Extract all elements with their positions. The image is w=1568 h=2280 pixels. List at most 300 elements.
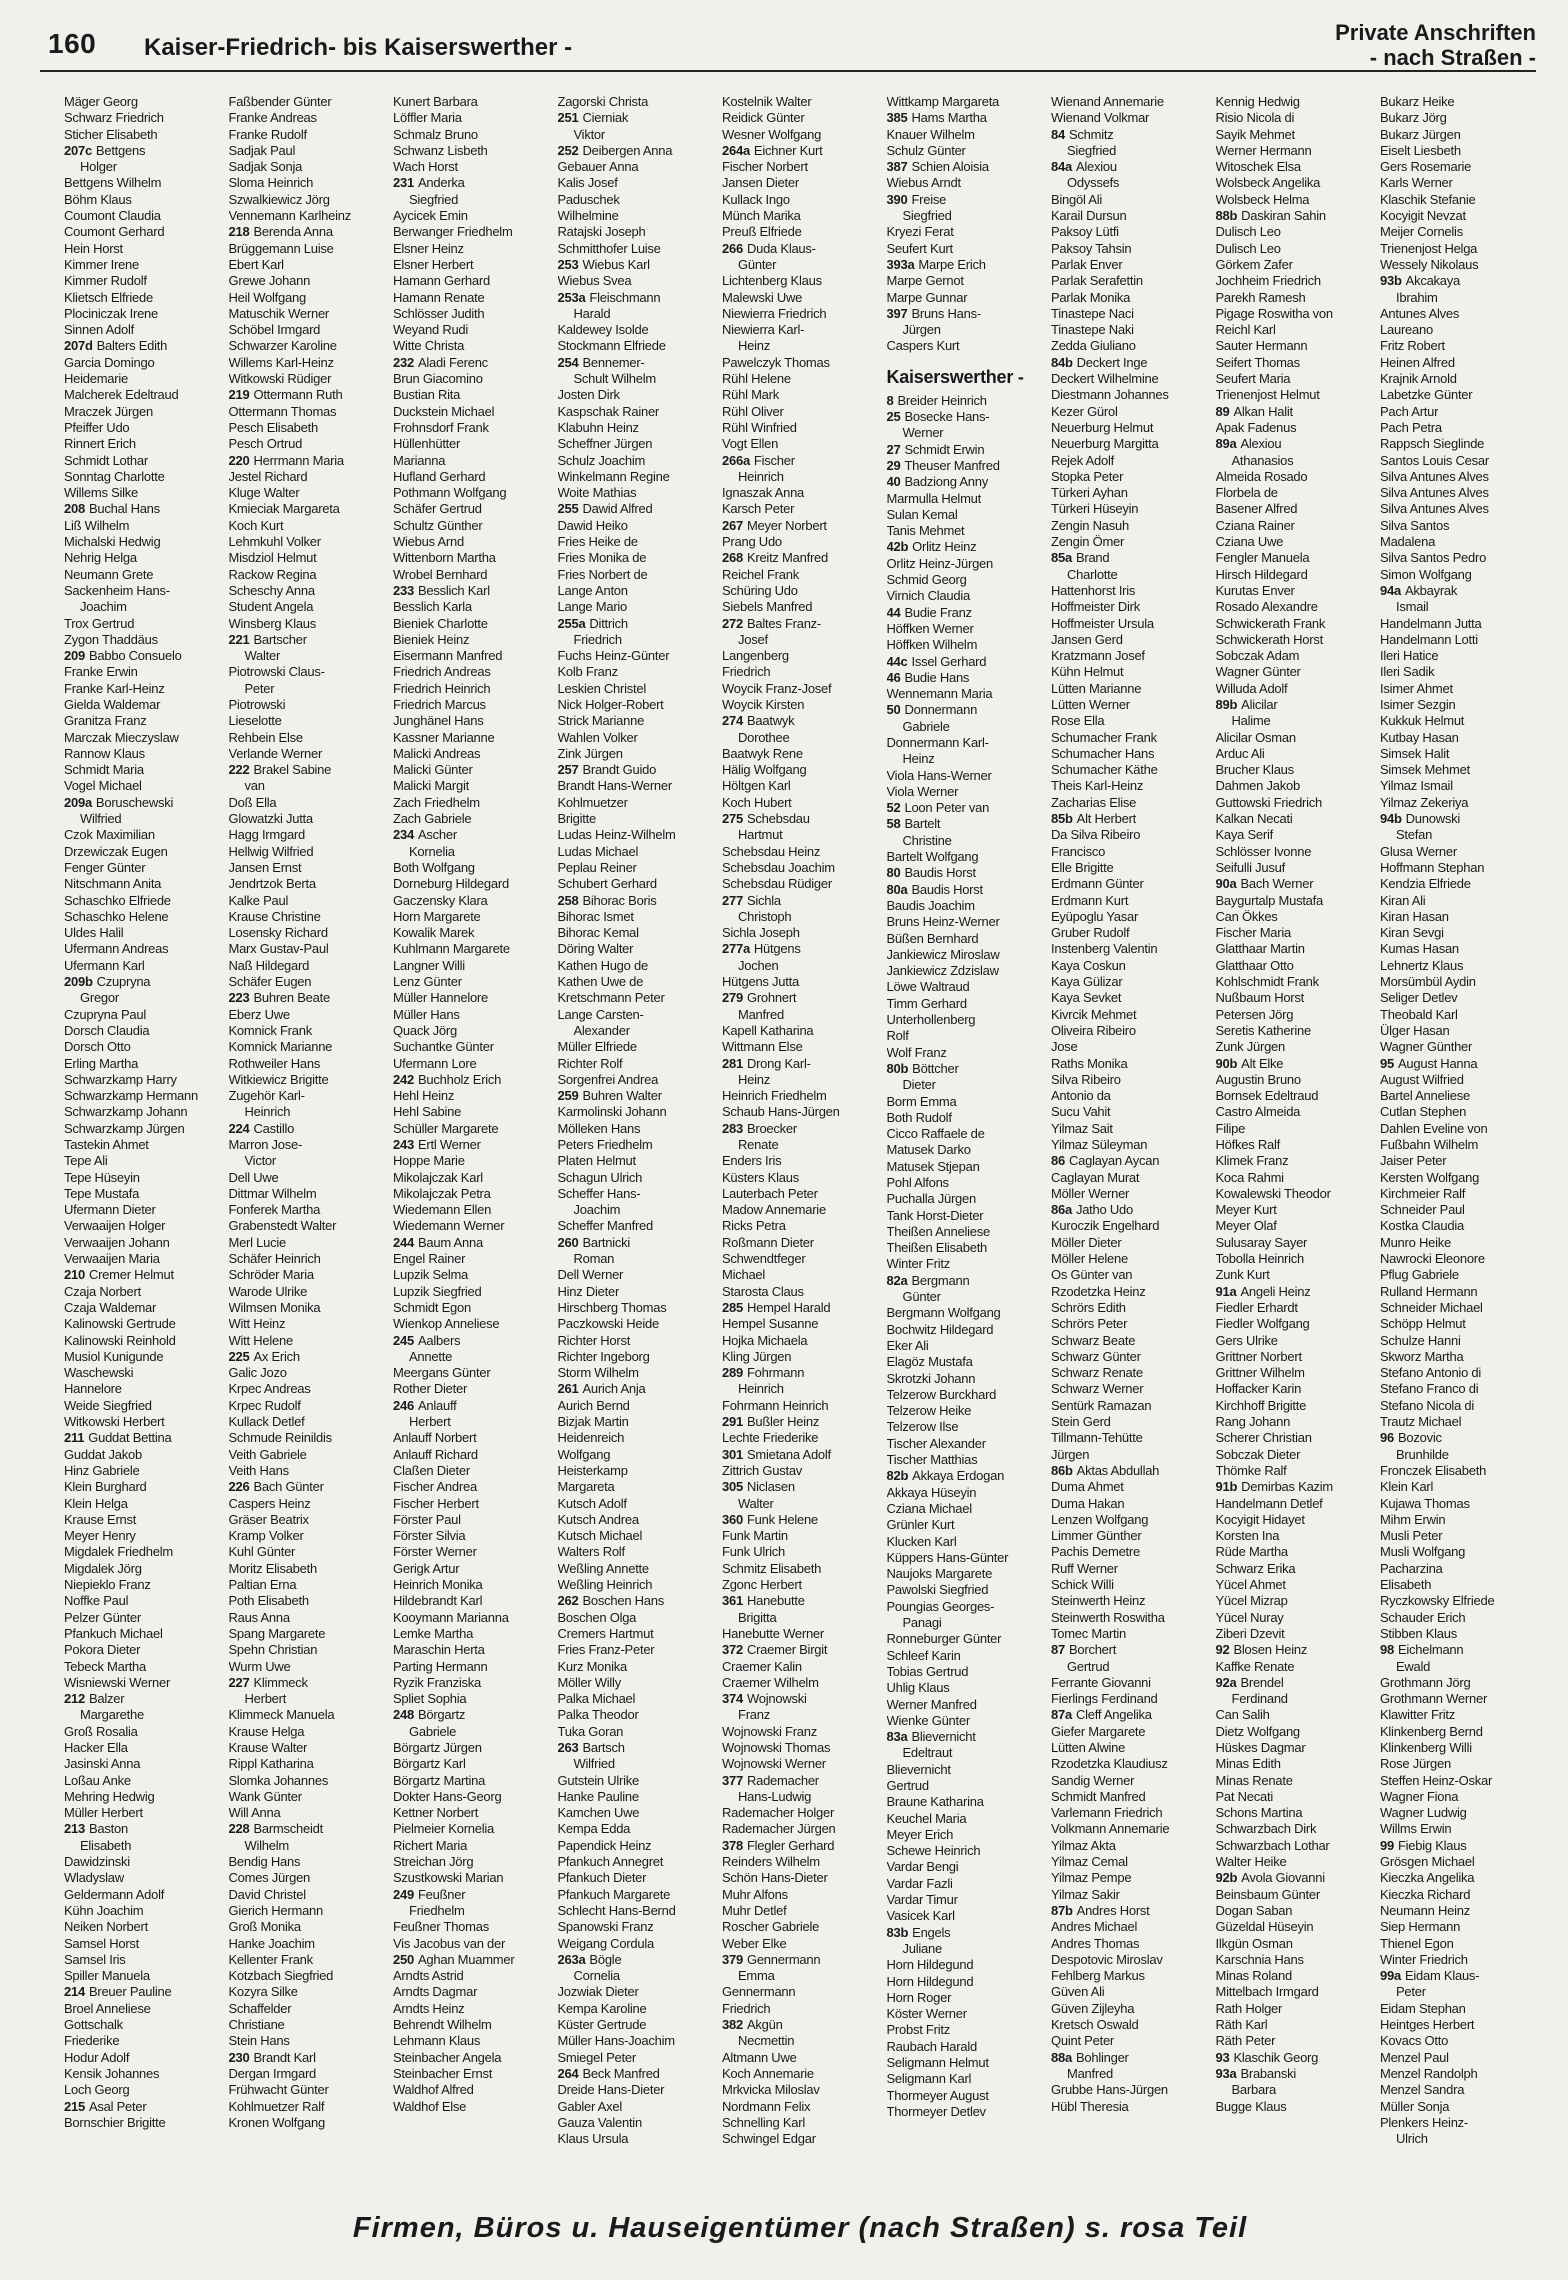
listing-entry: Witkowski Herbert bbox=[64, 1414, 165, 1430]
listing-entry: Reinders Wilhelm bbox=[722, 1854, 820, 1870]
listing-entry: Wojnowski Franz bbox=[722, 1723, 817, 1739]
house-number: 42b bbox=[886, 539, 909, 555]
listing-entry: Steinwerth Roswitha bbox=[1051, 1609, 1165, 1625]
listing-entry: Student Angela bbox=[228, 599, 314, 615]
listing-entry: David Christel bbox=[228, 1886, 306, 1902]
house-number: 259 bbox=[557, 1088, 579, 1104]
listing-entry: Gielda Waldemar bbox=[64, 696, 161, 712]
listing-entry: Lenz Günter bbox=[393, 974, 462, 990]
house-number: 385 bbox=[886, 110, 908, 126]
listing-entry: Marx Gustav-Paul bbox=[228, 941, 329, 957]
listing-entry: Yilmaz Sait bbox=[1051, 1120, 1113, 1136]
listing-entry bbox=[558, 290, 718, 306]
listing-entry bbox=[722, 1447, 882, 1463]
listing-entry: Schmidt Maria bbox=[64, 762, 144, 778]
resident-name: Akgün bbox=[746, 2017, 783, 2033]
listing-entry: Jürgen bbox=[902, 322, 941, 338]
listing-entry: Apak Fadenus bbox=[1215, 419, 1297, 435]
listing-entry: Antunes Alves bbox=[1380, 305, 1460, 321]
listing-entry: Zach Friedhelm bbox=[393, 794, 480, 810]
listing-entry: Kujawa Thomas bbox=[1380, 1495, 1470, 1511]
listing-entry: Weßling Annette bbox=[557, 1560, 649, 1576]
listing-entry: Funk Martin bbox=[722, 1528, 788, 1544]
listing-entry: Bustian Rita bbox=[393, 387, 461, 403]
listing-entry: Langenberg bbox=[722, 648, 789, 664]
listing-entry: Heinrich Monika bbox=[393, 1577, 483, 1593]
listing-entry bbox=[1216, 1479, 1376, 1495]
listing-entry: Lieselotte bbox=[228, 713, 282, 729]
listing-entry: Lehmann Klaus bbox=[393, 2033, 481, 2049]
listing-entry: Wittenborn Martha bbox=[393, 550, 496, 566]
listing-entry: Kiran Ali bbox=[1380, 892, 1426, 908]
listing-entry: Starosta Claus bbox=[722, 1283, 804, 1299]
listing-entry: Sorgenfrei Andrea bbox=[557, 1071, 659, 1087]
listing-entry: Christoph bbox=[738, 908, 792, 924]
listing-entry: Eberz Uwe bbox=[228, 1006, 290, 1022]
listing-entry: Willems Silke bbox=[64, 485, 139, 501]
listing-entry: Musli Peter bbox=[1380, 1528, 1443, 1544]
listing-entry: Kathen Uwe de bbox=[557, 974, 644, 990]
listing-entry: Höffken Wilhelm bbox=[886, 637, 978, 653]
listing-entry: Wennemann Maria bbox=[886, 686, 993, 702]
listing-entry: Werner Manfred bbox=[886, 1696, 977, 1712]
listing-entry: Kretsch Oswald bbox=[1051, 2017, 1139, 2033]
listing-entry: Mikolajczak Karl bbox=[393, 1169, 483, 1185]
house-number: 93 bbox=[1215, 2049, 1230, 2065]
listing-entry: Wessely Nikolaus bbox=[1380, 256, 1479, 272]
listing-entry bbox=[64, 501, 224, 517]
listing-entry: Baudis Joachim bbox=[886, 897, 975, 913]
listing-entry bbox=[722, 1414, 882, 1430]
listing-entry: Pawelczyk Thomas bbox=[722, 354, 830, 370]
listing-entry: Witoschek Elsa bbox=[1215, 159, 1301, 175]
resident-name: Deibergen Anna bbox=[582, 142, 673, 158]
listing-entry: Fries Heike de bbox=[557, 534, 638, 550]
listing-entry bbox=[722, 550, 882, 566]
page-number: 160 bbox=[48, 28, 97, 59]
listing-entry: Gebauer Anna bbox=[557, 159, 639, 175]
listing-entry: Hoffmeister Ursula bbox=[1051, 615, 1154, 631]
listing-entry: Schmitthofer Luise bbox=[557, 240, 661, 256]
listing-entry: Varlemann Friedrich bbox=[1051, 1805, 1163, 1821]
resident-name: Eichner Kurt bbox=[753, 142, 823, 158]
listing-columns bbox=[64, 94, 1540, 2194]
listing-entry: Kalis Josef bbox=[557, 175, 618, 191]
listing-entry: Schwarzkamp Hermann bbox=[64, 1088, 198, 1104]
listing-entry: Förster Werner bbox=[393, 1544, 477, 1560]
listing-entry: Kamchen Uwe bbox=[557, 1805, 640, 1821]
house-number: 88a bbox=[1051, 2049, 1072, 2065]
listing-entry bbox=[887, 702, 1047, 718]
resident-name: Funk Helene bbox=[746, 1511, 818, 1527]
listing-entry: Drzewiczak Eugen bbox=[64, 843, 168, 859]
listing-entry: Uhlig Klaus bbox=[886, 1680, 950, 1696]
listing-entry bbox=[722, 1365, 882, 1381]
listing-entry: Quint Peter bbox=[1051, 2033, 1115, 2049]
listing-entry: Dorothee bbox=[738, 729, 790, 745]
listing-entry: Ibrahim bbox=[1396, 289, 1438, 305]
house-number: 84a bbox=[1051, 159, 1072, 175]
listing-entry: Hellwig Wilfried bbox=[228, 843, 314, 859]
resident-name: Alexiou bbox=[1075, 159, 1117, 175]
listing-entry: Schwarz Friedrich bbox=[64, 110, 164, 126]
resident-name: Engels bbox=[912, 1924, 951, 1940]
listing-entry: Jendrtzok Berta bbox=[228, 876, 316, 892]
listing-entry: Steinbacher Ernst bbox=[393, 2065, 493, 2081]
listing-entry: Menzel Sandra bbox=[1380, 2082, 1465, 2098]
listing-entry: Winsberg Klaus bbox=[228, 615, 317, 631]
listing-entry: Tischer Alexander bbox=[886, 1435, 986, 1451]
house-number: 277a bbox=[722, 941, 750, 957]
listing-entry: Schebsdau Heinz bbox=[722, 843, 821, 859]
listing-entry: Friedrich bbox=[722, 664, 771, 680]
listing-entry: Margarethe bbox=[80, 1707, 144, 1723]
resident-name: Brand bbox=[1075, 550, 1110, 566]
house-number: 244 bbox=[393, 1234, 414, 1250]
listing-entry: Lange Carsten- bbox=[557, 1006, 644, 1022]
listing-entry: Wahlen Volker bbox=[557, 729, 638, 745]
listing-entry: Raths Monika bbox=[1051, 1055, 1128, 1071]
listing-entry: Krause Helga bbox=[228, 1723, 305, 1739]
listing-entry: Schmidt Egon bbox=[393, 1299, 471, 1315]
house-number: 87b bbox=[1051, 1902, 1073, 1918]
listing-entry: Dittmar Wilhelm bbox=[228, 1185, 317, 1201]
listing-entry: Arndts Heinz bbox=[393, 2000, 465, 2016]
listing-entry: Yilmaz Pempe bbox=[1051, 1870, 1132, 1886]
listing-entry: Witt Heinz bbox=[228, 1316, 286, 1332]
listing-entry: Charlotte bbox=[1067, 566, 1118, 582]
listing-entry bbox=[393, 175, 553, 191]
resident-name: Buhren Beate bbox=[253, 990, 330, 1006]
listing-entry: Börgartz Karl bbox=[393, 1756, 466, 1772]
listing-entry: Kratzmann Josef bbox=[1051, 648, 1145, 664]
resident-name: Czupryna bbox=[96, 974, 151, 990]
listing-entry: Dergan Irmgard bbox=[228, 2065, 317, 2081]
house-number: 213 bbox=[64, 1821, 85, 1837]
house-number: 221 bbox=[228, 631, 250, 647]
listing-entry: Czupryna Paul bbox=[64, 1006, 147, 1022]
house-number: 223 bbox=[228, 990, 250, 1006]
listing-entry: Fronczek Elisabeth bbox=[1380, 1462, 1487, 1478]
listing-entry: Dorneburg Hildegard bbox=[393, 876, 509, 892]
house-number: 89b bbox=[1215, 696, 1238, 712]
listing-entry: Pfankuch Margarete bbox=[557, 1886, 671, 1902]
listing-entry bbox=[722, 453, 882, 469]
listing-entry: Rademacher Holger bbox=[722, 1805, 835, 1821]
listing-entry bbox=[1216, 1284, 1376, 1300]
listing-entry: Muhr Alfons bbox=[722, 1886, 788, 1902]
listing-entry: Heinz bbox=[738, 338, 770, 354]
listing-entry: Scheffer Manfred bbox=[557, 1218, 653, 1234]
listing-entry: Elisabeth bbox=[1380, 1577, 1432, 1593]
listing-entry: Bukarz Jörg bbox=[1380, 110, 1447, 126]
listing-entry: Fehlberg Markus bbox=[1051, 1968, 1145, 1984]
listing-entry: Scheschy Anna bbox=[228, 582, 315, 598]
listing-entry: Manfred bbox=[738, 1006, 784, 1022]
listing-entry: Rosado Alexandre bbox=[1215, 599, 1318, 615]
resident-name: Barmscheidt bbox=[253, 1821, 323, 1837]
house-number: 44 bbox=[886, 604, 901, 620]
listing-entry: Volkmann Annemarie bbox=[1051, 1821, 1170, 1837]
listing-entry: Klaschik Stefanie bbox=[1380, 191, 1476, 207]
resident-name: Bach Werner bbox=[1240, 876, 1314, 892]
listing-entry: Lehmkuhl Volker bbox=[228, 534, 321, 550]
listing-entry: Heinrich bbox=[738, 1381, 784, 1397]
listing-entry: Suchantke Günter bbox=[393, 1039, 494, 1055]
listing-entry: Woycik Franz-Josef bbox=[722, 680, 832, 696]
house-number: 281 bbox=[722, 1055, 743, 1071]
listing-entry: Andres Michael bbox=[1051, 1919, 1138, 1935]
listing-entry: Lichtenberg Klaus bbox=[722, 273, 822, 289]
listing-entry: Meyer Olaf bbox=[1215, 1218, 1277, 1234]
resident-name: Theuser Manfred bbox=[904, 457, 1000, 473]
listing-entry: Telzerow Ilse bbox=[886, 1419, 959, 1435]
listing-entry: Schlösser Ivonne bbox=[1215, 843, 1312, 859]
listing-entry: Gruber Rudolf bbox=[1051, 925, 1130, 941]
listing-entry: Ruff Werner bbox=[1051, 1560, 1118, 1576]
listing-entry: Wisniewski Werner bbox=[64, 1674, 171, 1690]
listing-entry: Kohlschmidt Frank bbox=[1215, 974, 1319, 990]
listing-entry: Faßbender Günter bbox=[228, 94, 332, 109]
listing-entry: Pach Artur bbox=[1380, 403, 1439, 419]
listing-entry: Glusa Werner bbox=[1380, 843, 1457, 859]
listing-entry: Förster Silvia bbox=[393, 1528, 466, 1544]
listing-entry: Yilmaz Zekeriya bbox=[1380, 794, 1469, 810]
house-number: 261 bbox=[557, 1381, 579, 1397]
listing-entry: Parlak Serafettin bbox=[1051, 273, 1143, 289]
resident-name: Ax Erich bbox=[253, 1348, 300, 1364]
listing-entry: Ewald bbox=[1396, 1658, 1431, 1674]
listing-entry bbox=[1216, 404, 1376, 420]
listing-entry bbox=[722, 1479, 882, 1495]
resident-name: Demirbas Kazim bbox=[1241, 1479, 1334, 1495]
listing-entry: Willems Karl-Heinz bbox=[228, 354, 334, 370]
listing-entry: Peters Friedhelm bbox=[557, 1137, 653, 1152]
listing-entry: Scheffner Jürgen bbox=[557, 436, 653, 452]
listing-entry: Richter Horst bbox=[557, 1332, 631, 1348]
listing-entry: Dulisch Leo bbox=[1215, 240, 1281, 256]
listing-entry: Geldermann Adolf bbox=[64, 1886, 165, 1902]
listing-entry: Grubbe Hans-Jürgen bbox=[1051, 2082, 1168, 2098]
listing-entry bbox=[722, 713, 882, 729]
house-number: 58 bbox=[886, 816, 901, 832]
listing-entry: Weigang Cordula bbox=[557, 1935, 654, 1951]
listing-entry: Kiran Hasan bbox=[1380, 908, 1449, 924]
listing-entry: Ufermann Lore bbox=[393, 1055, 477, 1071]
listing-entry: Seifulli Jusuf bbox=[1215, 859, 1285, 875]
listing-entry: Simsek Halit bbox=[1380, 745, 1450, 761]
listing-entry: Ignaszak Anna bbox=[722, 485, 805, 501]
listing-entry: Quack Jörg bbox=[393, 1022, 457, 1038]
listing-entry: Brucher Klaus bbox=[1215, 762, 1294, 778]
listing-entry: Pigage Roswitha von bbox=[1215, 305, 1333, 321]
listing-entry: Cremers Hartmut bbox=[557, 1625, 654, 1641]
listing-entry: Yücel Nuray bbox=[1215, 1609, 1284, 1625]
house-number: 207d bbox=[64, 338, 93, 354]
listing-entry: Blievernicht bbox=[886, 1761, 951, 1777]
listing-entry: Wilfried bbox=[80, 811, 122, 827]
listing-entry: Waldhof Alfred bbox=[393, 2082, 474, 2098]
listing-entry: Weßling Heinrich bbox=[557, 1577, 653, 1593]
listing-entry: Athanasios bbox=[1231, 452, 1294, 468]
house-number: 89a bbox=[1215, 436, 1237, 452]
listing-entry: Franke Karl-Heinz bbox=[64, 680, 165, 696]
listing-entry: Nitschmann Anita bbox=[64, 876, 162, 892]
listing-entry: Siebels Manfred bbox=[722, 599, 813, 615]
house-number: 224 bbox=[228, 1120, 250, 1136]
listing-entry: Rappsch Sieglinde bbox=[1380, 436, 1485, 452]
resident-name: Meyer Norbert bbox=[746, 517, 827, 533]
resident-name: Marpe Erich bbox=[918, 256, 986, 272]
listing-entry: Silva Santos Pedro bbox=[1380, 550, 1487, 566]
house-number: 393a bbox=[886, 256, 915, 272]
resident-name: Issel Gerhard bbox=[911, 653, 987, 669]
listing-entry: Will Anna bbox=[228, 1805, 281, 1821]
listing-entry bbox=[64, 143, 224, 159]
house-number: 246 bbox=[393, 1397, 414, 1413]
resident-name: Anderka bbox=[417, 175, 465, 191]
listing-entry: Kutbay Hasan bbox=[1380, 729, 1459, 745]
house-number: 212 bbox=[64, 1691, 85, 1707]
listing-entry: Kluge Walter bbox=[228, 485, 300, 501]
listing-entry bbox=[722, 1691, 882, 1707]
listing-entry: Meijer Cornelis bbox=[1380, 224, 1463, 240]
listing-entry: Glowatzki Jutta bbox=[228, 811, 313, 827]
listing-entry: Peter bbox=[1396, 1984, 1426, 2000]
house-number: 250 bbox=[393, 1951, 414, 1967]
listing-entry: Heidenreich bbox=[557, 1430, 625, 1446]
listing-entry: Hamann Gerhard bbox=[393, 273, 490, 289]
listing-entry: Fiedler Wolfgang bbox=[1215, 1316, 1310, 1332]
listing-entry: Prang Udo bbox=[722, 534, 782, 550]
listing-entry: Cornelia bbox=[573, 1968, 620, 1984]
listing-entry: Barbara bbox=[1231, 2082, 1276, 2098]
listing-entry: Bieniek Heinz bbox=[393, 631, 470, 647]
resident-name: Baston bbox=[88, 1821, 128, 1837]
listing-entry bbox=[722, 616, 882, 632]
listing-entry: Beinsbaum Günter bbox=[1215, 1886, 1320, 1902]
resident-name: Bartscher bbox=[253, 631, 307, 647]
listing-entry: Yilmaz Ismail bbox=[1380, 778, 1453, 794]
listing-entry: Plenkers Heinz- bbox=[1380, 2114, 1469, 2130]
listing-entry: Hüllenhütter bbox=[393, 436, 461, 452]
listing-entry: Korsten Ina bbox=[1215, 1528, 1280, 1544]
listing-entry: Friedrich bbox=[573, 631, 622, 647]
listing-entry: Werner Hermann bbox=[1215, 142, 1312, 158]
listing-entry: Probst Fritz bbox=[886, 2022, 950, 2038]
listing-entry: Josten Dirk bbox=[557, 387, 620, 403]
listing-entry: Woycik Kirsten bbox=[722, 696, 805, 712]
listing-entry: Schäfer Eugen bbox=[228, 974, 312, 990]
listing-column bbox=[1380, 94, 1540, 2194]
house-number: 258 bbox=[557, 892, 579, 908]
listing-entry bbox=[558, 893, 718, 909]
listing-column bbox=[722, 94, 882, 2194]
listing-entry: Bingöl Ali bbox=[1051, 191, 1102, 207]
listing-entry: Schewe Heinrich bbox=[886, 1843, 981, 1859]
listing-entry: Dorsch Claudia bbox=[64, 1022, 150, 1038]
resident-name: Beck Manfred bbox=[582, 2065, 660, 2081]
listing-entry: Elisabeth bbox=[80, 1837, 132, 1853]
listing-entry: Witkiewicz Brigitte bbox=[228, 1071, 329, 1087]
resident-name: Balzer bbox=[88, 1691, 125, 1707]
resident-name: Blosen Heinz bbox=[1233, 1642, 1308, 1658]
listing-entry: Raubach Harald bbox=[886, 2038, 977, 2054]
listing-entry: Kalinowski Gertrude bbox=[64, 1316, 176, 1332]
listing-entry: Erdmann Kurt bbox=[1051, 892, 1129, 908]
listing-entry: Can Salih bbox=[1215, 1707, 1270, 1723]
listing-entry: Zittrich Gustav bbox=[722, 1462, 803, 1478]
listing-entry: Kornelia bbox=[409, 843, 455, 859]
listing-entry: Labetzke Günter bbox=[1380, 387, 1473, 403]
listing-entry: Koch Hubert bbox=[722, 794, 792, 810]
resident-name: Schmidt Erwin bbox=[904, 441, 985, 457]
listing-entry: Kuroczik Engelhard bbox=[1051, 1218, 1160, 1234]
resident-name: Bartsch bbox=[582, 1739, 625, 1755]
listing-entry: Zacharias Elise bbox=[1051, 794, 1137, 810]
listing-entry: Pielmeier Kornelia bbox=[393, 1821, 494, 1837]
listing-entry: Lechte Friederike bbox=[722, 1430, 819, 1446]
listing-entry: Leskien Christel bbox=[557, 680, 646, 696]
listing-entry: Schneider Michael bbox=[1380, 1299, 1483, 1315]
listing-entry: Hälig Wolfgang bbox=[722, 762, 807, 778]
resident-name: Asal Peter bbox=[88, 2098, 147, 2114]
listing-entry: Jankiewicz Miroslaw bbox=[886, 946, 1000, 962]
listing-entry: Can Ökkes bbox=[1215, 908, 1278, 924]
listing-entry: Skworz Martha bbox=[1380, 1348, 1464, 1364]
listing-entry: Doß Ella bbox=[228, 794, 277, 810]
listing-entry: Kutsch Adolf bbox=[557, 1495, 627, 1511]
listing-entry: Schulze Hanni bbox=[1380, 1332, 1461, 1348]
resident-name: Aghan Muammer bbox=[417, 1951, 515, 1967]
house-number: 87a bbox=[1051, 1707, 1072, 1723]
listing-entry: Jansen Gerd bbox=[1051, 631, 1123, 647]
resident-name: Alexiou bbox=[1240, 436, 1282, 452]
listing-entry: Rehbein Else bbox=[228, 729, 303, 745]
listing-entry: Hoffmann Stephan bbox=[1380, 859, 1485, 875]
listing-entry: Aycicek Emin bbox=[393, 208, 468, 224]
listing-entry: Pothmann Wolfgang bbox=[393, 485, 507, 501]
listing-entry: Jürgen bbox=[1051, 1446, 1090, 1462]
listing-entry: Tillmann-Tehütte bbox=[1051, 1430, 1143, 1446]
house-number: 80a bbox=[886, 881, 908, 897]
listing-entry: Kivrcik Mehmet bbox=[1051, 1006, 1137, 1022]
listing-entry: Fischer Andrea bbox=[393, 1479, 477, 1495]
house-number: 87 bbox=[1051, 1642, 1065, 1658]
listing-entry: Odyssefs bbox=[1067, 175, 1120, 191]
listing-entry: Coumont Claudia bbox=[64, 208, 161, 224]
resident-name: Baltes Franz- bbox=[746, 615, 822, 631]
listing-entry: Vardar Timur bbox=[886, 1892, 958, 1908]
resident-name: Schebsdau bbox=[746, 811, 810, 827]
listing-entry bbox=[722, 811, 882, 827]
listing-entry: Hagg Irmgard bbox=[228, 827, 305, 843]
resident-name: Böttcher bbox=[912, 1060, 959, 1076]
listing-entry bbox=[887, 159, 1047, 175]
listing-entry: Enders Iris bbox=[722, 1153, 782, 1169]
listing-entry: Verlande Werner bbox=[228, 745, 323, 761]
listing-entry: Anlauff Norbert bbox=[393, 1430, 477, 1446]
listing-entry: Kensik Johannes bbox=[64, 2065, 160, 2081]
listing-entry: Gerigk Artur bbox=[393, 1560, 460, 1576]
listing-entry: Ileri Hatice bbox=[1380, 648, 1439, 664]
listing-entry: Victor bbox=[244, 1153, 276, 1169]
listing-entry: Bornsek Edeltraud bbox=[1215, 1088, 1319, 1104]
listing-entry: Nordmann Felix bbox=[722, 2098, 811, 2114]
listing-entry: Witte Christa bbox=[393, 338, 465, 354]
listing-entry bbox=[229, 224, 389, 240]
listing-entry: Fritz Robert bbox=[1380, 338, 1445, 354]
